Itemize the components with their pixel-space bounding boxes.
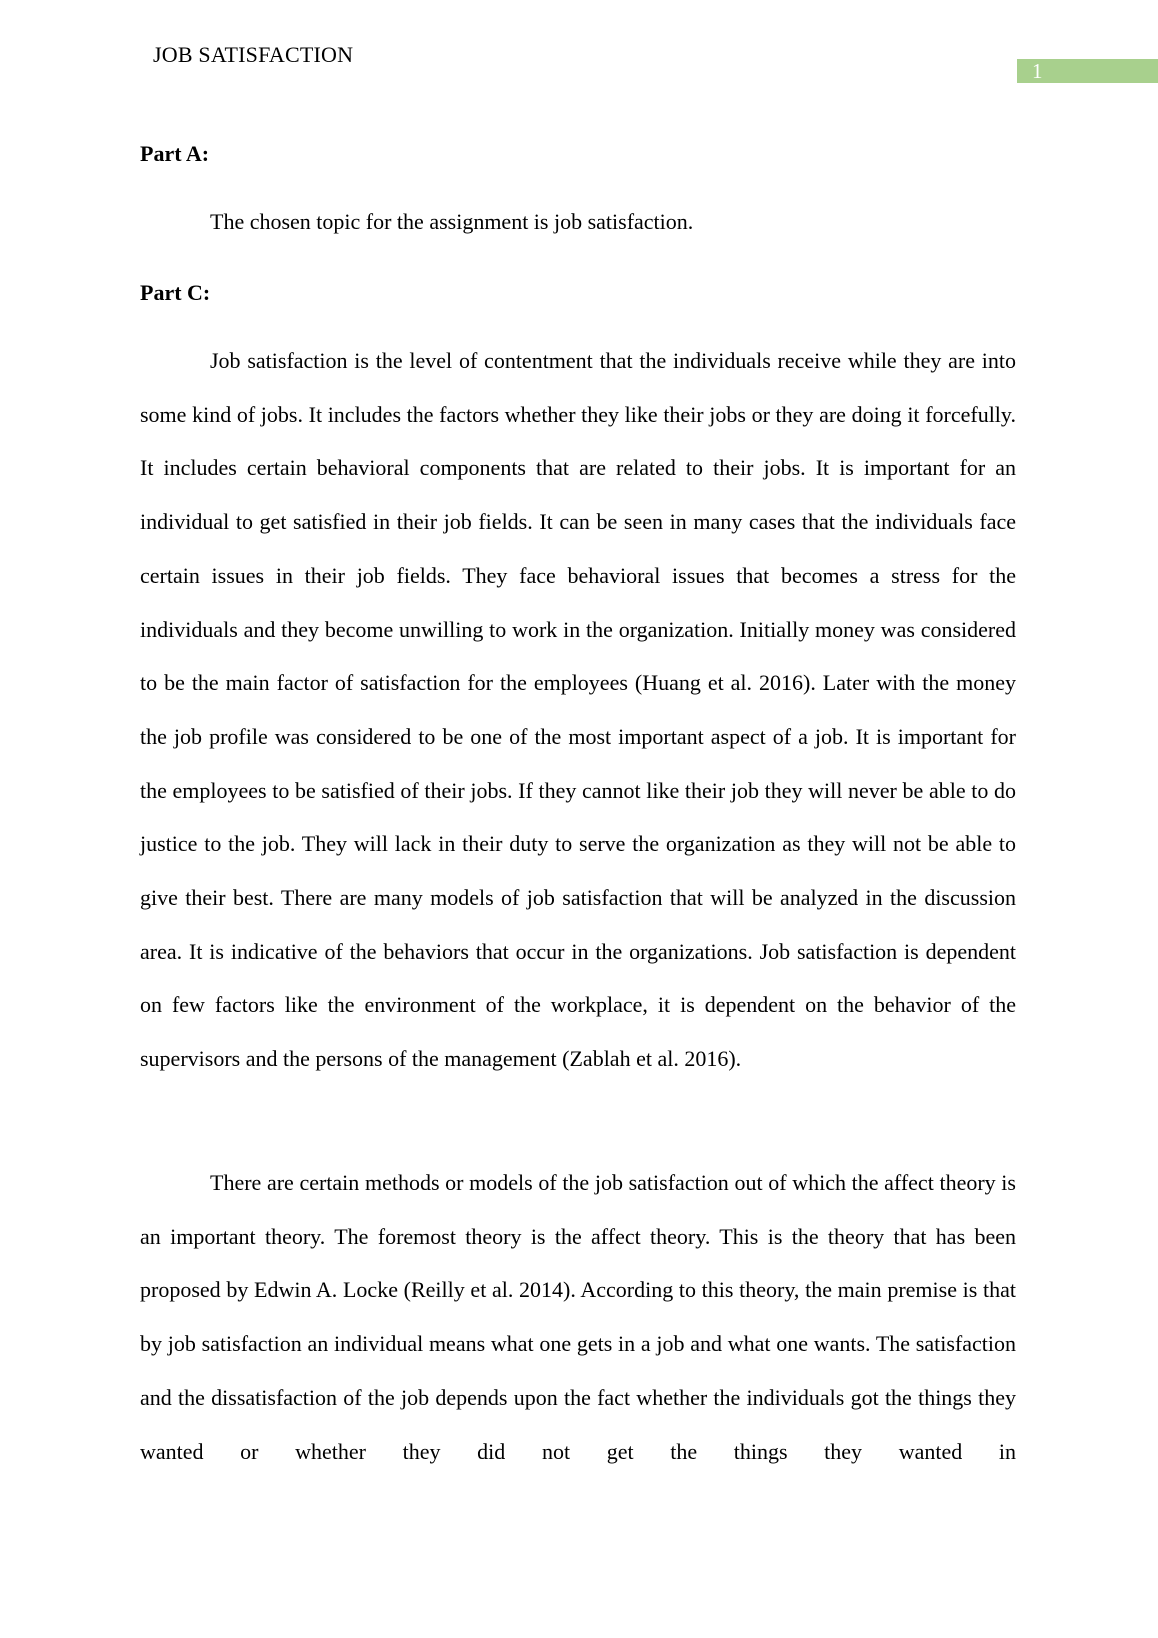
part-a-heading: Part A: bbox=[140, 141, 210, 166]
running-head: JOB SATISFACTION bbox=[153, 42, 354, 67]
page-number-bar bbox=[1017, 59, 1158, 83]
part-c-paragraph-2: There are certain methods or models of the job satisfaction out of which the affect theory is an important theory. The foremost theory is the affect theory. This is the theory that has been proposed by Edwin A. Locke (Reilly et al. 2014). According to this theory, the main premise is that by job satisfaction an individual means what one gets in a job and what one wants. The satisfaction and the dissatisfaction of the job depends upon the fact whether the individuals got the things they wanted or whether they did not get the things they wanted in bbox=[140, 1170, 1016, 1464]
part-a-paragraph: The chosen topic for the assignment is job satisfaction. bbox=[210, 209, 694, 234]
part-c-heading: Part C: bbox=[140, 280, 211, 305]
page-number: 1 bbox=[1032, 59, 1043, 83]
part-c-paragraph-1: Job satisfaction is the level of contentment that the individuals receive while they are into some kind of jobs. It includes the factors whether they like their jobs or they are doing it forcefully. It includes certain behavioral components that are related to their jobs. It is important for an individual to get satisfied in their job fields. It can be seen in many cases that the individuals face certain issues in their job fields. They face behavioral issues that becomes a stress for the individuals and they become unwilling to work in the organization. Initially money was considered to be the main factor of satisfaction for the employees (Huang et al. 2016). Later with the money the job profile was considered to be one of the most important aspect of a job. It is important for the employees to be satisfied of their jobs. If they cannot like their job they will never be able to do justice to the job. They will lack in their duty to serve the organization as they will not be able to give their best. There are many models of job satisfaction that will be analyzed in the discussion area. It is indicative of the behaviors that occur in the organizations. Job satisfaction is dependent on few factors like the environment of the workplace, it is dependent on the behavior of the supervisors and the persons of the management (Zablah et al. 2016). bbox=[140, 348, 1016, 1072]
